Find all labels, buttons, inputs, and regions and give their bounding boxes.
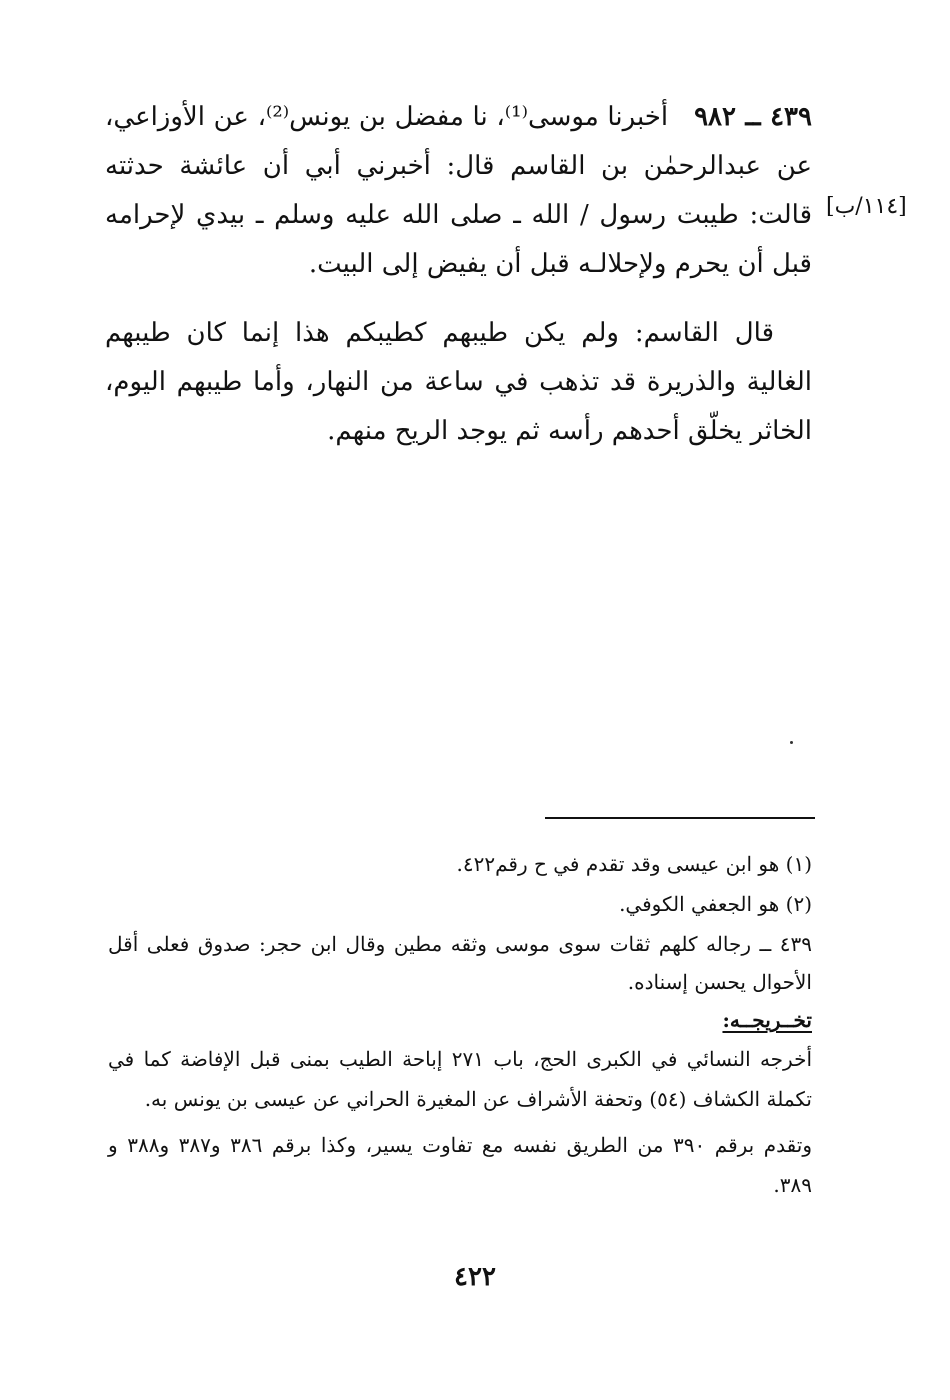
- hadith-body: أخبرنا موسى⁽¹⁾، نا مفضل بن يونس⁽²⁾، عن الأوزاعي، عن عبدالرحمٰن بن القاسم قال: أخبرني أبي أن عائشة حدثته قالت: طيبت رسول / الله ـ صلى الله عليه وسلم ـ بيدي لإحرامه قبل أن يحرم ولإحلالـه قبل أن يفيض إلى البيت.: [105, 102, 812, 279]
- footnote-grading: ٤٣٩ ــ رجاله كلهم ثقات سوى موسى وثقه مطين وقال ابن حجر: صدوق فعلى أقل الأحوال يحسن إسناده.: [108, 932, 812, 994]
- manuscript-folio-marker: [١١٤/ب]: [826, 194, 907, 219]
- hadith-number: ٤٣٩ ــ ٩٨٢: [694, 102, 812, 132]
- hadith-paragraph-1: [105, 93, 812, 289]
- stray-dot: [790, 741, 793, 744]
- footnotes: [108, 845, 812, 1205]
- footnote-2: (٢) هو الجعفي الكوفي.: [619, 892, 812, 916]
- takhrij-body: أخرجه النسائي في الكبرى الحج، باب ٢٧١ إباحة الطيب بمنى قبل الإفاضة كما في تكملة الكشاف (٥٤) وتحفة الأشراف عن المغيرة الحراني عن عيسى بن يونس به.: [108, 1047, 813, 1111]
- page-number: ٤٢٢: [454, 1262, 496, 1292]
- hadith-paragraph-2: قال القاسم: ولم يكن طيبهم كطيبكم هذا إنما كان طيبهم الغالية والذريرة قد تذهب في ساعة من النهار، وأما طيبهم اليوم، الخاثر يخلّق أحدهم رأسه ثم يوجد الريح منهم.: [105, 318, 812, 446]
- hadith-text: [105, 93, 812, 456]
- footnote-separator: [545, 817, 815, 819]
- footnote-cross-reference: وتقدم برقم ٣٩٠ من الطريق نفسه مع تفاوت يسير، وكذا برقم ٣٨٦ و٣٨٧ و٣٨٨ و ٣٨٩.: [108, 1133, 812, 1197]
- takhrij-heading: تخــريجــه:: [722, 1008, 812, 1032]
- footnote-1: (١) هو ابن عيسى وقد تقدم في ح رقم٤٢٢.: [456, 852, 812, 876]
